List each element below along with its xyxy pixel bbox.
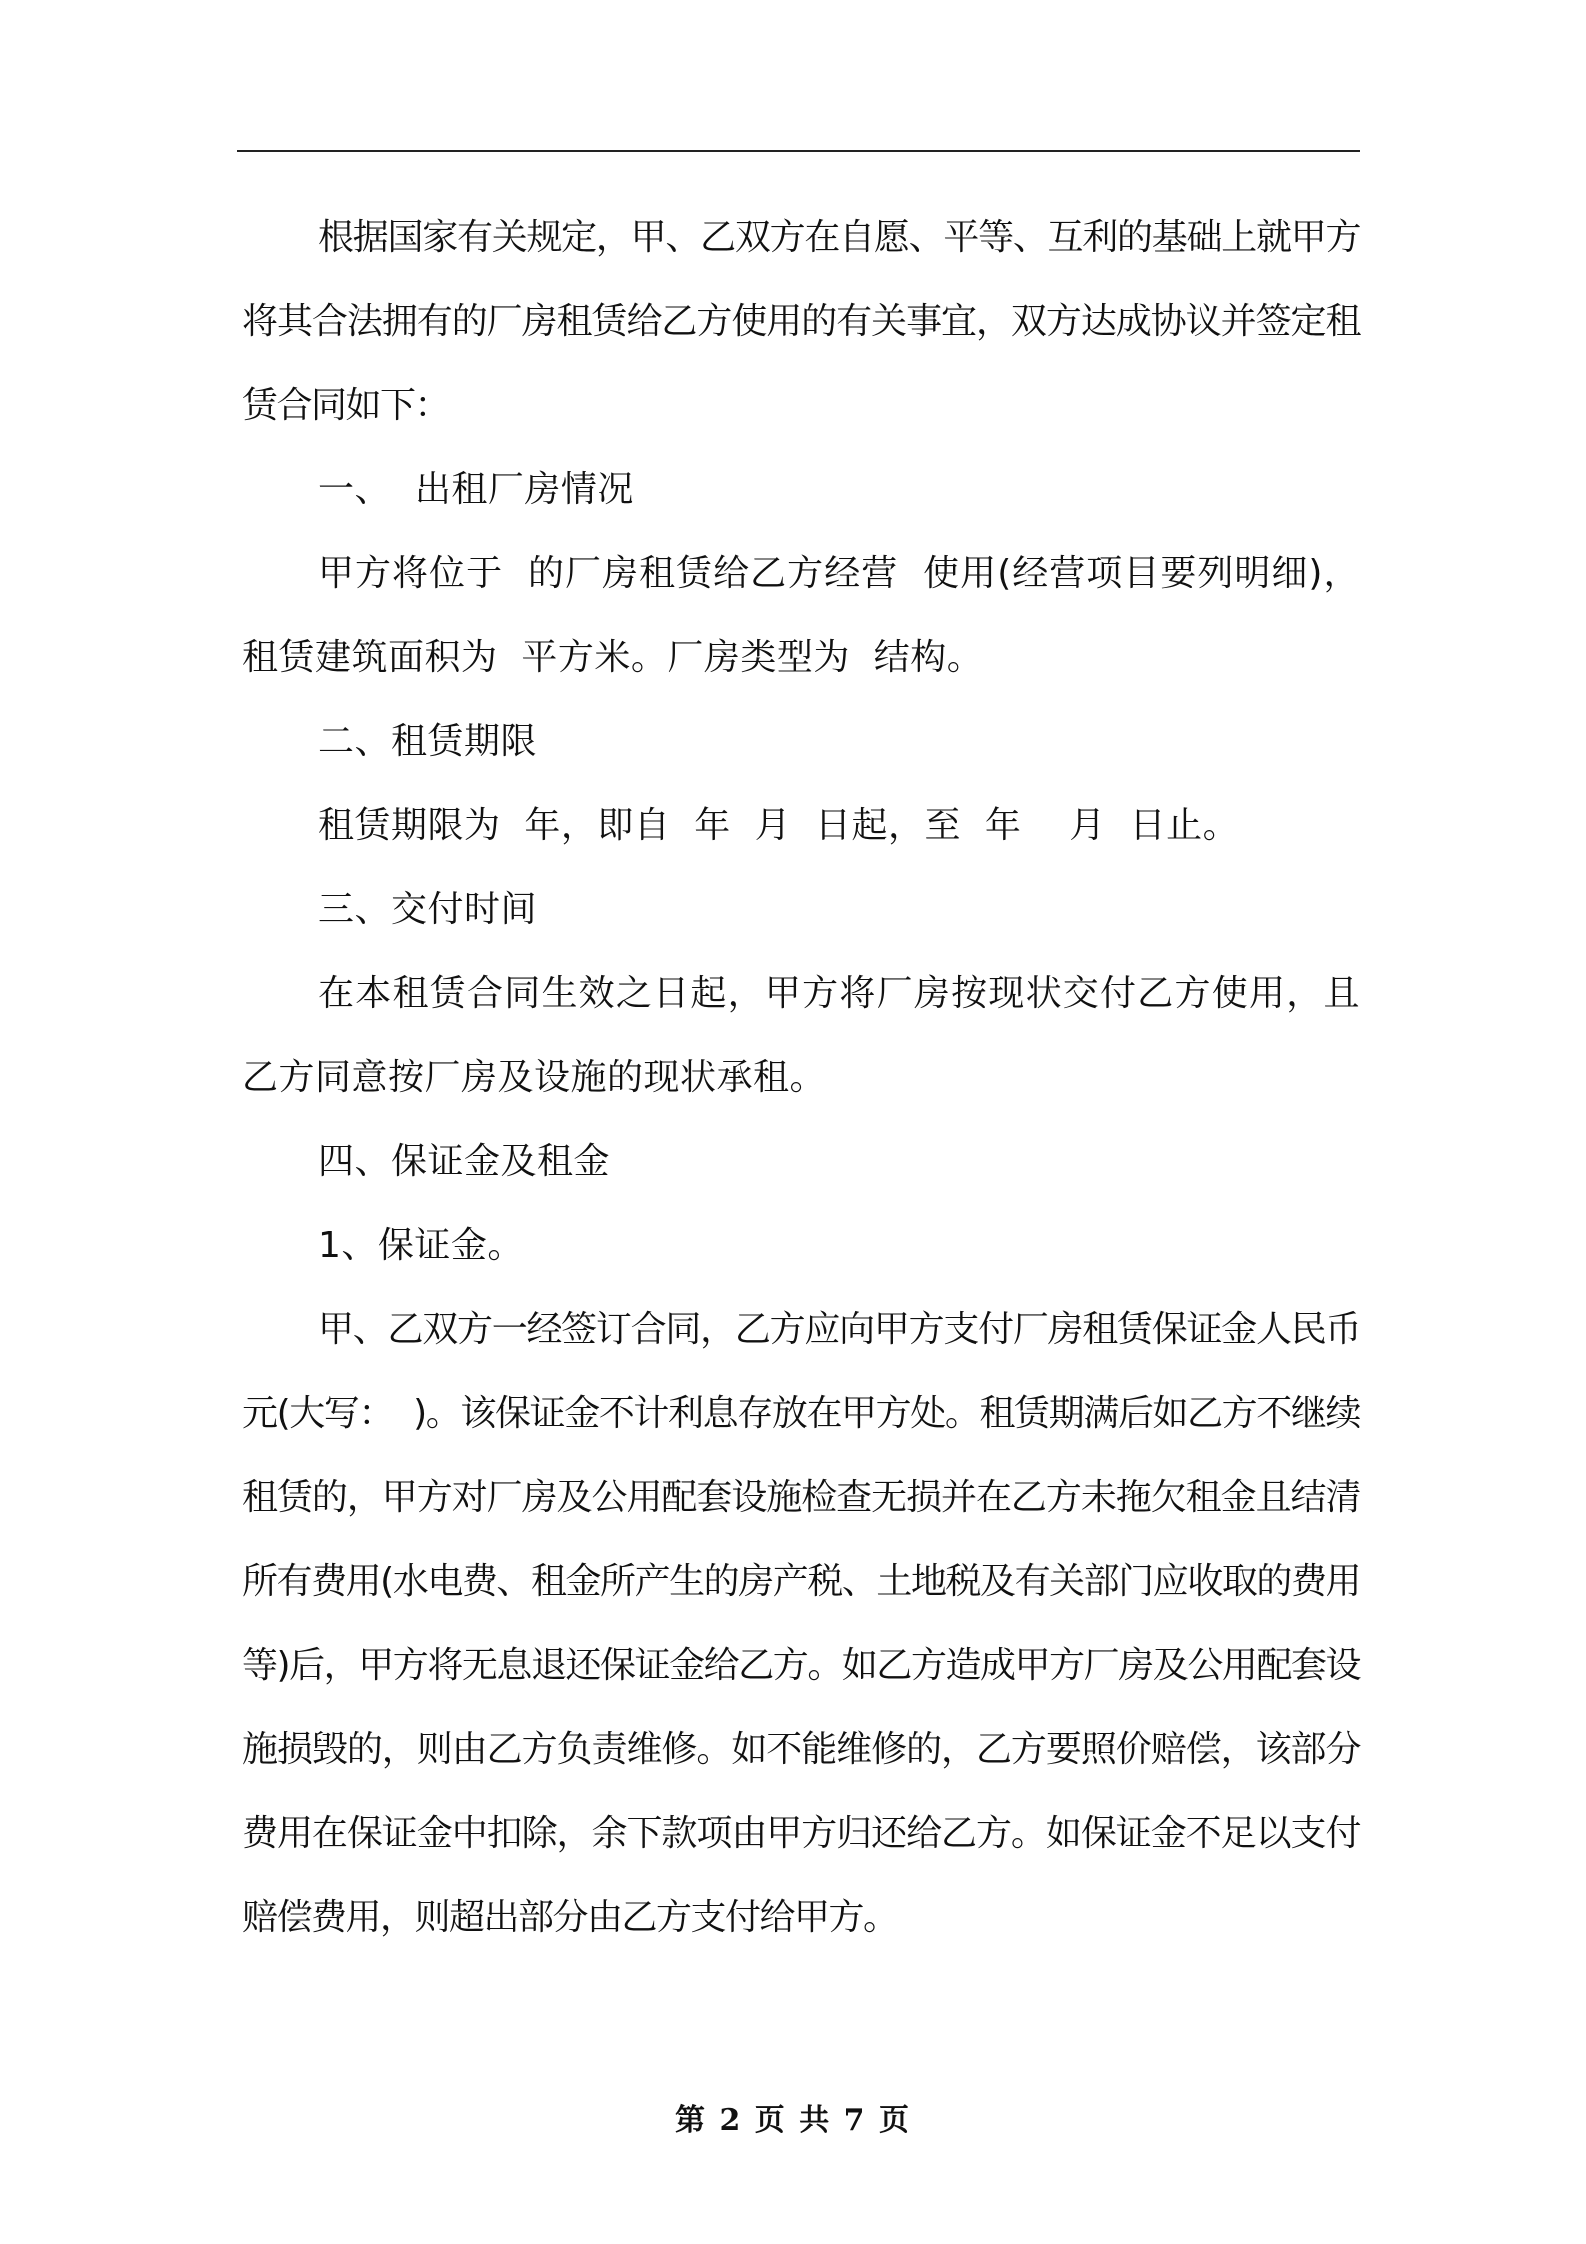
paragraph-premises: 甲方将位于 的厂房租赁给乙方经营 使用(经营项目要列明细)，租赁建筑面积为 平方米。厂房类型为 结构。 — [242, 553, 1360, 678]
paragraph-deposit: 甲、乙双方一经签订合同，乙方应向甲方支付厂房租赁保证金人民币 元(大写： )。该保证金不计利息存放在甲方处。租赁期满后如乙方不继续租赁的，甲方对厂房及公用配套设施检查无损并在乙方未拖欠租金且结清所有费用(水电费、租金所产生的房产税、土地税及有关部门应收取的费用等)后，甲方将无息退还保证金给乙方。如乙方造成甲方厂房及公用配套设施损毁的，则由乙方负责维修。如不能维修的，乙方要照价赔偿，该部分费用在保证金中扣除，余下款项由甲方归还给乙方。如保证金不足以支付赔偿费用，则超出部分由乙方支付给甲方。 — [242, 1309, 1380, 1938]
page-number: 第 2 页 共 7 页 — [675, 2103, 911, 2138]
heading-section-1: 一、 出租厂房情况 — [318, 469, 634, 510]
heading-section-2: 二、租赁期限 — [318, 721, 538, 762]
subheading-deposit: 1、保证金。 — [318, 1225, 524, 1266]
paragraph-term: 租赁期限为 年，即自 年 月 日起，至 年 月 日止。 — [318, 805, 1240, 846]
heading-section-4: 四、保证金及租金 — [318, 1141, 611, 1182]
header-rule — [237, 150, 1360, 152]
heading-section-3: 三、交付时间 — [318, 889, 538, 930]
paragraph-preamble: 根据国家有关规定，甲、乙双方在自愿、平等、互利的基础上就甲方将其合法拥有的厂房租赁给乙方使用的有关事宜，双方达成协议并签定租赁合同如下： — [242, 217, 1360, 426]
document-body — [242, 196, 1380, 1960]
paragraph-delivery: 在本租赁合同生效之日起，甲方将厂房按现状交付乙方使用，且乙方同意按厂房及设施的现状承租。 — [242, 973, 1360, 1098]
